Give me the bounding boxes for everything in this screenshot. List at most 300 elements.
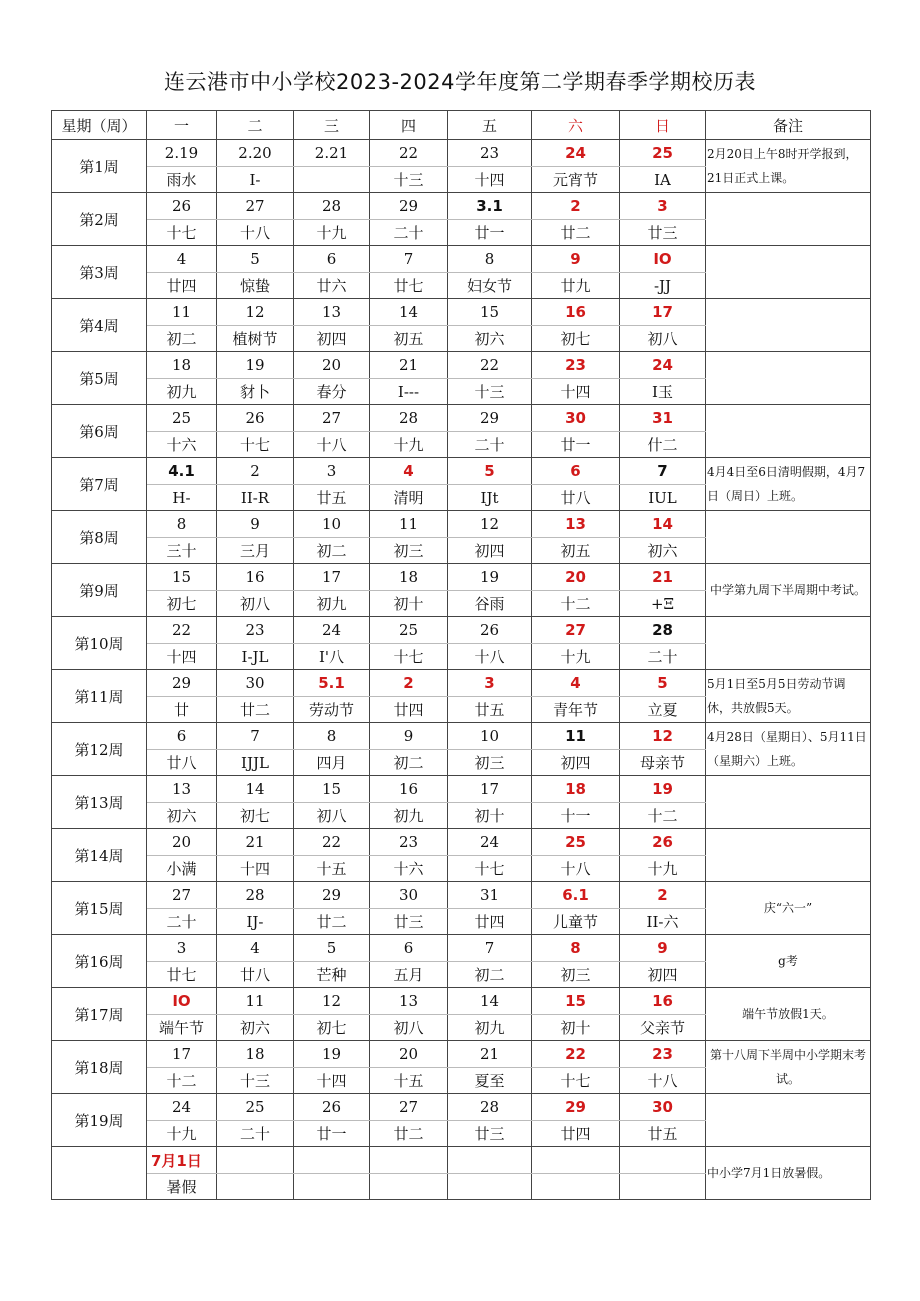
lunar-cell: 廿二	[532, 220, 620, 246]
date-cell: 5	[217, 246, 294, 273]
lunar-cell: 初六	[147, 803, 217, 829]
week-row	[52, 405, 871, 432]
lunar-cell: I玉	[620, 379, 706, 405]
empty-cell	[370, 1147, 448, 1174]
empty-cell	[294, 1147, 370, 1174]
week-row	[52, 617, 871, 644]
lunar-cell: I-	[217, 167, 294, 193]
date-cell: 13	[370, 988, 448, 1015]
date-cell: 4	[217, 935, 294, 962]
lunar-cell: 廿三	[620, 220, 706, 246]
week-row	[52, 140, 871, 167]
week-label: 第6周	[52, 405, 147, 458]
date-cell: 11	[147, 299, 217, 326]
lunar-cell: 三十	[147, 538, 217, 564]
lunar-cell: 廿五	[448, 697, 532, 723]
empty-cell	[294, 1174, 370, 1200]
lunar-cell: 十七	[370, 644, 448, 670]
lunar-cell: 廿八	[147, 750, 217, 776]
date-cell: 24	[532, 140, 620, 167]
lunar-cell: 十一	[532, 803, 620, 829]
date-cell: 3	[620, 193, 706, 220]
date-cell: 23	[217, 617, 294, 644]
date-cell: 25	[532, 829, 620, 856]
date-cell: 5	[448, 458, 532, 485]
week-label: 第17周	[52, 988, 147, 1041]
lunar-cell: 十七	[448, 856, 532, 882]
lunar-cell: 十九	[532, 644, 620, 670]
date-cell: 2	[370, 670, 448, 697]
lunar-cell: 廿四	[448, 909, 532, 935]
lunar-cell: 初八	[294, 803, 370, 829]
date-cell: 15	[147, 564, 217, 591]
date-cell: 28	[370, 405, 448, 432]
lunar-cell: 廿三	[370, 909, 448, 935]
date-cell: 4	[532, 670, 620, 697]
date-cell: 7	[448, 935, 532, 962]
date-cell: 22	[532, 1041, 620, 1068]
week-label: 第14周	[52, 829, 147, 882]
lunar-cell: 十四	[294, 1068, 370, 1094]
date-cell: 9	[217, 511, 294, 538]
date-cell: 3	[448, 670, 532, 697]
note-cell: 4月28日（星期日）、5月11日（星期六）上班。	[706, 723, 871, 776]
date-cell: 13	[294, 299, 370, 326]
week-row	[52, 829, 871, 856]
date-cell: 22	[147, 617, 217, 644]
summer-row	[52, 1147, 871, 1174]
lunar-cell: 廿二	[370, 1121, 448, 1147]
lunar-cell: 十五	[294, 856, 370, 882]
date-cell: 20	[147, 829, 217, 856]
date-cell: 9	[620, 935, 706, 962]
date-cell: 27	[370, 1094, 448, 1121]
lunar-cell: 十六	[147, 432, 217, 458]
date-cell: 25	[147, 405, 217, 432]
lunar-cell: 初二	[147, 326, 217, 352]
lunar-cell: 廿九	[532, 273, 620, 299]
week-label: 第11周	[52, 670, 147, 723]
lunar-cell: 豺卜	[217, 379, 294, 405]
date-cell: 5	[620, 670, 706, 697]
lunar-cell: 十三	[448, 379, 532, 405]
date-cell: 17	[448, 776, 532, 803]
lunar-cell: 十八	[532, 856, 620, 882]
date-cell: 3	[294, 458, 370, 485]
date-cell: 21	[370, 352, 448, 379]
date-cell: 21	[620, 564, 706, 591]
date-cell: 23	[448, 140, 532, 167]
header-cell: 一	[147, 111, 217, 140]
date-cell: 23	[532, 352, 620, 379]
header-cell: 六	[532, 111, 620, 140]
note-cell	[706, 246, 871, 299]
date-cell: 25	[620, 140, 706, 167]
note-cell	[706, 299, 871, 352]
date-cell: 16	[532, 299, 620, 326]
lunar-cell: 廿三	[448, 1121, 532, 1147]
lunar-cell: II-六	[620, 909, 706, 935]
week-label: 第18周	[52, 1041, 147, 1094]
week-row	[52, 776, 871, 803]
date-cell: 27	[217, 193, 294, 220]
date-cell: 16	[620, 988, 706, 1015]
date-cell: 2	[532, 193, 620, 220]
date-cell: 6	[532, 458, 620, 485]
lunar-cell: 廿一	[448, 220, 532, 246]
lunar-cell: 初十	[370, 591, 448, 617]
date-cell: 11	[217, 988, 294, 1015]
lunar-cell: 三月	[217, 538, 294, 564]
date-cell: 27	[294, 405, 370, 432]
lunar-cell: 初八	[217, 591, 294, 617]
lunar-cell: 端午节	[147, 1015, 217, 1041]
week-label-empty	[52, 1147, 147, 1200]
week-label: 第10周	[52, 617, 147, 670]
date-cell: 13	[147, 776, 217, 803]
note-cell	[706, 1094, 871, 1147]
date-cell: 8	[294, 723, 370, 750]
week-row	[52, 352, 871, 379]
date-cell: 29	[532, 1094, 620, 1121]
date-cell: 7	[620, 458, 706, 485]
lunar-cell: 初六	[448, 326, 532, 352]
lunar-cell: 初十	[448, 803, 532, 829]
lunar-cell: 二十	[217, 1121, 294, 1147]
date-cell: 11	[370, 511, 448, 538]
date-cell: 24	[147, 1094, 217, 1121]
note-cell	[706, 829, 871, 882]
date-cell: 14	[448, 988, 532, 1015]
lunar-cell: 初七	[147, 591, 217, 617]
lunar-cell: 植树节	[217, 326, 294, 352]
date-cell: 12	[294, 988, 370, 1015]
date-cell: 28	[620, 617, 706, 644]
date-cell: 11	[532, 723, 620, 750]
date-cell: 12	[448, 511, 532, 538]
date-cell: 26	[217, 405, 294, 432]
date-cell: 30	[217, 670, 294, 697]
week-row	[52, 723, 871, 750]
lunar-cell: 初七	[294, 1015, 370, 1041]
date-cell: 17	[147, 1041, 217, 1068]
date-cell: 2.21	[294, 140, 370, 167]
date-cell: 28	[294, 193, 370, 220]
date-cell: 29	[147, 670, 217, 697]
header-cell: 四	[370, 111, 448, 140]
lunar-cell: 廿四	[532, 1121, 620, 1147]
week-label: 第19周	[52, 1094, 147, 1147]
date-cell: 23	[620, 1041, 706, 1068]
date-cell: 12	[217, 299, 294, 326]
week-label: 第4周	[52, 299, 147, 352]
lunar-cell: 十八	[620, 1068, 706, 1094]
lunar-cell: 清明	[370, 485, 448, 511]
calendar-table	[51, 110, 871, 1200]
header-cell: 日	[620, 111, 706, 140]
lunar-cell: 初六	[620, 538, 706, 564]
empty-cell	[448, 1147, 532, 1174]
date-cell: 23	[370, 829, 448, 856]
lunar-cell: 元宵节	[532, 167, 620, 193]
week-label: 第16周	[52, 935, 147, 988]
lunar-cell: 二十	[147, 909, 217, 935]
empty-cell	[532, 1174, 620, 1200]
lunar-cell: H-	[147, 485, 217, 511]
lunar-cell: 廿一	[294, 1121, 370, 1147]
lunar-cell: 初四	[532, 750, 620, 776]
week-label: 第12周	[52, 723, 147, 776]
lunar-cell: 廿七	[147, 962, 217, 988]
lunar-cell: 初三	[532, 962, 620, 988]
date-cell: 7	[370, 246, 448, 273]
week-label: 第5周	[52, 352, 147, 405]
date-cell: 9	[370, 723, 448, 750]
date-cell: 2.19	[147, 140, 217, 167]
lunar-cell: 四月	[294, 750, 370, 776]
lunar-cell: 初六	[217, 1015, 294, 1041]
date-cell: 19	[448, 564, 532, 591]
week-row	[52, 882, 871, 909]
date-cell: 15	[532, 988, 620, 1015]
date-cell: 29	[294, 882, 370, 909]
note-cell: 5月1日至5月5日劳动节调休，共放假5天。	[706, 670, 871, 723]
date-cell: 20	[370, 1041, 448, 1068]
note-cell	[706, 511, 871, 564]
date-cell: 22	[370, 140, 448, 167]
date-cell: 24	[620, 352, 706, 379]
date-cell: 8	[532, 935, 620, 962]
lunar-cell: 廿八	[532, 485, 620, 511]
lunar-cell: IJJL	[217, 750, 294, 776]
date-cell: 20	[294, 352, 370, 379]
date-cell: 21	[217, 829, 294, 856]
date-cell: 16	[217, 564, 294, 591]
date-cell: 4.1	[147, 458, 217, 485]
date-cell: 31	[620, 405, 706, 432]
lunar-cell: 廿五	[294, 485, 370, 511]
lunar-cell: 初三	[448, 750, 532, 776]
week-row	[52, 1041, 871, 1068]
date-cell: 26	[147, 193, 217, 220]
date-cell: 29	[448, 405, 532, 432]
date-cell: 6	[147, 723, 217, 750]
date-cell: 10	[448, 723, 532, 750]
lunar-cell: 初四	[294, 326, 370, 352]
lunar-cell: II-R	[217, 485, 294, 511]
lunar-cell: 廿二	[217, 697, 294, 723]
lunar-cell: 初二	[294, 538, 370, 564]
note-cell	[706, 352, 871, 405]
lunar-cell: IA	[620, 167, 706, 193]
lunar-cell: I-JL	[217, 644, 294, 670]
week-label: 第7周	[52, 458, 147, 511]
week-label: 第3周	[52, 246, 147, 299]
lunar-cell: 十九	[147, 1121, 217, 1147]
date-cell: 3	[147, 935, 217, 962]
week-row	[52, 193, 871, 220]
date-cell: 7	[217, 723, 294, 750]
lunar-cell: IJ-	[217, 909, 294, 935]
empty-cell	[217, 1174, 294, 1200]
date-cell: 28	[448, 1094, 532, 1121]
lunar-cell: 劳动节	[294, 697, 370, 723]
header-cell: 备注	[706, 111, 871, 140]
lunar-cell: 十九	[620, 856, 706, 882]
lunar-cell: 父亲节	[620, 1015, 706, 1041]
lunar-cell: 廿八	[217, 962, 294, 988]
empty-cell	[620, 1174, 706, 1200]
lunar-cell: 雨水	[147, 167, 217, 193]
note-cell: 2月20日上午8时开学报到，21日正式上课。	[706, 140, 871, 193]
date-cell: 2	[217, 458, 294, 485]
lunar-cell: I---	[370, 379, 448, 405]
date-cell: 13	[532, 511, 620, 538]
note-cell: 中学第九周下半周期中考试。	[706, 564, 871, 617]
date-cell: IO	[147, 988, 217, 1015]
lunar-cell: 十七	[217, 432, 294, 458]
lunar-cell: 十八	[448, 644, 532, 670]
lunar-cell: 廿二	[294, 909, 370, 935]
date-cell: 6	[294, 246, 370, 273]
lunar-cell: 初二	[370, 750, 448, 776]
date-cell: 2	[620, 882, 706, 909]
lunar-cell: 谷雨	[448, 591, 532, 617]
lunar-cell: 廿五	[620, 1121, 706, 1147]
lunar-cell: 初五	[532, 538, 620, 564]
header-cell: 二	[217, 111, 294, 140]
date-cell: 3.1	[448, 193, 532, 220]
date-cell: 27	[532, 617, 620, 644]
week-row	[52, 670, 871, 697]
lunar-cell: 十八	[217, 220, 294, 246]
lunar-cell: 十四	[217, 856, 294, 882]
week-label: 第8周	[52, 511, 147, 564]
date-cell: 12	[620, 723, 706, 750]
lunar-cell	[294, 167, 370, 193]
date-cell: 18	[217, 1041, 294, 1068]
date-cell: 4	[370, 458, 448, 485]
note-cell: 端午节放假1天。	[706, 988, 871, 1041]
empty-cell	[532, 1147, 620, 1174]
lunar-cell: 母亲节	[620, 750, 706, 776]
week-row	[52, 246, 871, 273]
date-cell: 19	[217, 352, 294, 379]
lunar-cell: 芒种	[294, 962, 370, 988]
date-cell: 10	[294, 511, 370, 538]
date-cell: 5	[294, 935, 370, 962]
week-row	[52, 1094, 871, 1121]
lunar-cell: 二十	[370, 220, 448, 246]
empty-cell	[620, 1147, 706, 1174]
week-label: 第13周	[52, 776, 147, 829]
lunar-cell: 十二	[532, 591, 620, 617]
note-cell: 庆“六一”	[706, 882, 871, 935]
date-cell: 25	[370, 617, 448, 644]
lunar-cell: 妇女节	[448, 273, 532, 299]
lunar-cell: 二十	[448, 432, 532, 458]
lunar-cell: 十四	[147, 644, 217, 670]
date-cell: 18	[147, 352, 217, 379]
note-cell: 中小学7月1日放暑假。	[706, 1147, 871, 1200]
lunar-cell: 夏至	[448, 1068, 532, 1094]
date-cell: 18	[370, 564, 448, 591]
page-title: 连云港市中小学校2023-2024学年度第二学期春季学期校历表	[164, 70, 756, 94]
lunar-cell: 廿七	[370, 273, 448, 299]
date-cell: 15	[294, 776, 370, 803]
lunar-cell: 初十	[532, 1015, 620, 1041]
date-cell: 22	[294, 829, 370, 856]
lunar-cell: 初五	[370, 326, 448, 352]
lunar-cell: 初四	[448, 538, 532, 564]
lunar-cell: 初八	[620, 326, 706, 352]
week-row	[52, 299, 871, 326]
date-cell: 24	[294, 617, 370, 644]
note-cell: 第十八周下半周中小学期末考试。	[706, 1041, 871, 1094]
date-cell: 22	[448, 352, 532, 379]
date-cell: 8	[147, 511, 217, 538]
date-cell: 18	[532, 776, 620, 803]
summer-label: 暑假	[147, 1174, 217, 1200]
header-cell: 星期（周）	[52, 111, 147, 140]
lunar-cell: +Ξ	[620, 591, 706, 617]
lunar-cell: 初四	[620, 962, 706, 988]
lunar-cell: 什二	[620, 432, 706, 458]
empty-cell	[217, 1147, 294, 1174]
date-cell: 29	[370, 193, 448, 220]
date-cell: 4	[147, 246, 217, 273]
date-cell: 17	[620, 299, 706, 326]
date-cell: 15	[448, 299, 532, 326]
note-cell	[706, 617, 871, 670]
note-cell	[706, 405, 871, 458]
lunar-cell: 十三	[370, 167, 448, 193]
lunar-cell: 初二	[448, 962, 532, 988]
week-row	[52, 988, 871, 1015]
date-cell: 14	[620, 511, 706, 538]
date-cell: 30	[620, 1094, 706, 1121]
note-cell: 4月4日至6日清明假期，4月7日（周日）上班。	[706, 458, 871, 511]
date-cell: IO	[620, 246, 706, 273]
lunar-cell: 初九	[370, 803, 448, 829]
date-cell: 21	[448, 1041, 532, 1068]
week-label: 第2周	[52, 193, 147, 246]
lunar-cell: 小满	[147, 856, 217, 882]
note-cell	[706, 193, 871, 246]
lunar-cell: 廿四	[147, 273, 217, 299]
date-cell: 26	[294, 1094, 370, 1121]
lunar-cell: 初七	[532, 326, 620, 352]
date-cell: 25	[217, 1094, 294, 1121]
date-cell: 28	[217, 882, 294, 909]
date-cell: 20	[532, 564, 620, 591]
week-row	[52, 564, 871, 591]
week-row	[52, 511, 871, 538]
lunar-cell: 十三	[217, 1068, 294, 1094]
lunar-cell: 初八	[370, 1015, 448, 1041]
lunar-cell: 初九	[448, 1015, 532, 1041]
lunar-cell: 立夏	[620, 697, 706, 723]
empty-cell	[370, 1174, 448, 1200]
note-cell: g考	[706, 935, 871, 988]
empty-cell	[448, 1174, 532, 1200]
date-cell: 6.1	[532, 882, 620, 909]
date-cell: 30	[532, 405, 620, 432]
lunar-cell: 惊蛰	[217, 273, 294, 299]
week-label: 第1周	[52, 140, 147, 193]
lunar-cell: 十六	[370, 856, 448, 882]
week-label: 第15周	[52, 882, 147, 935]
